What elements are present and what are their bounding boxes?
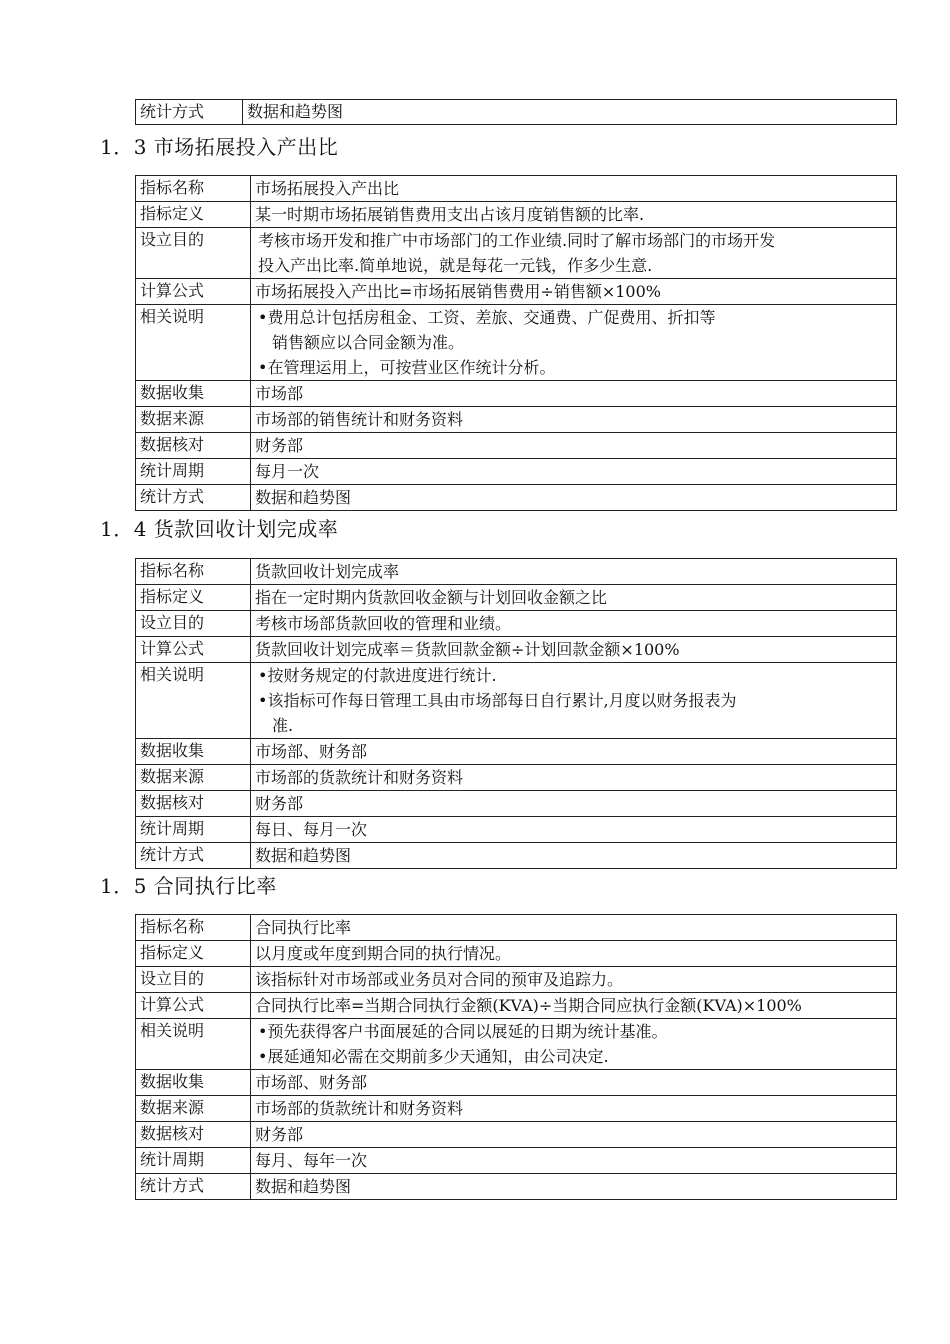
value-line: 市场部的货款统计和财务资料 xyxy=(255,1099,464,1118)
row-key: 数据收集 xyxy=(136,739,251,765)
row-key: 统计周期 xyxy=(136,459,251,485)
row-value xyxy=(251,993,897,1019)
row-key: 计算公式 xyxy=(136,637,251,663)
row-value xyxy=(251,915,897,941)
table-row xyxy=(136,100,897,125)
row-value xyxy=(251,585,897,611)
value-line: 数据和趋势图 xyxy=(255,488,352,507)
row-value xyxy=(251,279,897,305)
value-line: •费用总计包括房租金、工资、差旅、交通费、广促费用、折扣等 xyxy=(258,308,716,327)
value-line: 考核市场开发和推广中市场部门的工作业绩.同时了解市场部门的市场开发 xyxy=(258,231,776,250)
row-key: 统计方式 xyxy=(136,100,243,125)
value-line: 销售额应以合同金额为准。 xyxy=(272,333,465,352)
row-key: 相关说明 xyxy=(136,663,251,739)
table-row xyxy=(136,967,897,993)
row-key: 统计周期 xyxy=(136,817,251,843)
value-line: 准. xyxy=(272,716,294,735)
value-line: •在管理运用上，可按营业区作统计分析。 xyxy=(258,358,556,377)
row-value xyxy=(251,176,897,202)
row-key: 数据核对 xyxy=(136,433,251,459)
table-row xyxy=(136,305,897,381)
value-line: 财务部 xyxy=(255,1125,304,1144)
row-key: 统计周期 xyxy=(136,1148,251,1174)
value-line: 市场部、财务部 xyxy=(255,742,368,761)
row-value xyxy=(251,381,897,407)
value-line: 市场部的销售统计和财务资料 xyxy=(255,410,464,429)
kpi-table-1-3 xyxy=(135,175,897,511)
table-row xyxy=(136,176,897,202)
table-row xyxy=(136,433,897,459)
row-key: 数据核对 xyxy=(136,791,251,817)
row-key: 指标名称 xyxy=(136,559,251,585)
row-key: 数据来源 xyxy=(136,765,251,791)
row-key: 相关说明 xyxy=(136,305,251,381)
row-key: 计算公式 xyxy=(136,993,251,1019)
row-value xyxy=(251,967,897,993)
value-line: 每月、每年一次 xyxy=(255,1151,368,1170)
table-row xyxy=(136,1174,897,1200)
table-row xyxy=(136,1070,897,1096)
value-line: 货款回收计划完成率 xyxy=(255,562,400,581)
row-value xyxy=(251,433,897,459)
table-row xyxy=(136,739,897,765)
row-value xyxy=(251,1174,897,1200)
section-heading-1-4: 1．4 货款回收计划完成率 xyxy=(100,517,339,541)
row-value xyxy=(251,1148,897,1174)
section-heading-1-5: 1．5 合同执行比率 xyxy=(100,874,277,898)
row-key: 数据收集 xyxy=(136,381,251,407)
row-value xyxy=(251,202,897,228)
row-value xyxy=(251,459,897,485)
table-row xyxy=(136,993,897,1019)
section-heading-1-3: 1．3 市场拓展投入产出比 xyxy=(100,135,339,159)
row-value xyxy=(251,791,897,817)
table-row xyxy=(136,843,897,869)
value-line: •展延通知必需在交期前多少天通知，由公司决定. xyxy=(258,1047,609,1066)
value-line: •预先获得客户书面展延的合同以展延的日期为统计基准。 xyxy=(258,1022,668,1041)
row-key: 相关说明 xyxy=(136,1019,251,1070)
value-line: 考核市场部货款回收的管理和业绩。 xyxy=(255,614,512,633)
row-value xyxy=(251,305,897,381)
value-line: 该指标针对市场部或业务员对合同的预审及追踪力。 xyxy=(255,970,624,989)
table-row xyxy=(136,407,897,433)
value-line: 指在一定时期内货款回收金额与计划回收金额之比 xyxy=(255,588,608,607)
row-key: 指标名称 xyxy=(136,915,251,941)
row-value: 数据和趋势图 xyxy=(243,100,897,125)
row-value xyxy=(251,739,897,765)
value-line: 每月一次 xyxy=(255,462,320,481)
table-row xyxy=(136,817,897,843)
row-value xyxy=(251,611,897,637)
row-value xyxy=(251,1122,897,1148)
value-line: 每日、每月一次 xyxy=(255,820,368,839)
value-line: 市场拓展投入产出比 xyxy=(255,179,400,198)
table-row xyxy=(136,663,897,739)
value-line: 合同执行比率=当期合同执行金额(KVA)÷当期合同应执行金额(KVA)×100% xyxy=(255,996,802,1015)
row-key: 指标定义 xyxy=(136,202,251,228)
row-value xyxy=(251,817,897,843)
table-row xyxy=(136,202,897,228)
continued-table xyxy=(135,99,897,125)
table-row xyxy=(136,1122,897,1148)
value-line: 数据和趋势图 xyxy=(255,1177,352,1196)
table-row xyxy=(136,791,897,817)
row-key: 设立目的 xyxy=(136,611,251,637)
table-row xyxy=(136,1019,897,1070)
table-row xyxy=(136,279,897,305)
table-row xyxy=(136,611,897,637)
value-line: 市场部、财务部 xyxy=(255,1073,368,1092)
row-value xyxy=(251,407,897,433)
row-value xyxy=(251,765,897,791)
value-line: 市场部 xyxy=(255,384,304,403)
value-line: 货款回收计划完成率＝货款回款金额÷计划回款金额×100% xyxy=(255,640,680,659)
table-row xyxy=(136,228,897,279)
row-key: 设立目的 xyxy=(136,228,251,279)
value-line: 合同执行比率 xyxy=(255,918,352,937)
row-key: 指标定义 xyxy=(136,941,251,967)
row-value xyxy=(251,485,897,511)
row-value xyxy=(251,1019,897,1070)
table-row xyxy=(136,485,897,511)
row-key: 数据核对 xyxy=(136,1122,251,1148)
row-key: 统计方式 xyxy=(136,843,251,869)
kpi-table-1-4 xyxy=(135,558,897,869)
table-row xyxy=(136,585,897,611)
row-value xyxy=(251,1096,897,1122)
row-key: 数据来源 xyxy=(136,1096,251,1122)
value-line: 财务部 xyxy=(255,794,304,813)
value-line: 数据和趋势图 xyxy=(255,846,352,865)
row-key: 指标名称 xyxy=(136,176,251,202)
row-key: 数据来源 xyxy=(136,407,251,433)
row-key: 计算公式 xyxy=(136,279,251,305)
value-line: 以月度或年度到期合同的执行情况。 xyxy=(255,944,512,963)
row-key: 统计方式 xyxy=(136,485,251,511)
table-row xyxy=(136,1096,897,1122)
value-line: •该指标可作每日管理工具由市场部每日自行累计,月度以财务报表为 xyxy=(258,691,737,710)
row-key: 指标定义 xyxy=(136,585,251,611)
row-value xyxy=(251,1070,897,1096)
table-row xyxy=(136,941,897,967)
value-line: 投入产出比率.简单地说，就是每花一元钱，作多少生意. xyxy=(258,256,653,275)
value-line: 财务部 xyxy=(255,436,304,455)
value-line: 市场部的货款统计和财务资料 xyxy=(255,768,464,787)
table-row xyxy=(136,1148,897,1174)
value-line: 市场拓展投入产出比=市场拓展销售费用÷销售额×100% xyxy=(255,282,661,301)
kpi-table-1-5 xyxy=(135,914,897,1200)
table-row xyxy=(136,765,897,791)
value-line: 某一时期市场拓展销售费用支出占该月度销售额的比率. xyxy=(255,205,645,224)
row-value xyxy=(251,637,897,663)
table-row xyxy=(136,637,897,663)
row-key: 统计方式 xyxy=(136,1174,251,1200)
row-key: 数据收集 xyxy=(136,1070,251,1096)
table-row xyxy=(136,381,897,407)
value-line: •按财务规定的付款进度进行统计. xyxy=(258,666,497,685)
row-value xyxy=(251,228,897,279)
table-row xyxy=(136,559,897,585)
row-key: 设立目的 xyxy=(136,967,251,993)
row-value xyxy=(251,843,897,869)
row-value xyxy=(251,663,897,739)
row-value xyxy=(251,941,897,967)
row-value xyxy=(251,559,897,585)
table-row xyxy=(136,915,897,941)
table-row xyxy=(136,459,897,485)
